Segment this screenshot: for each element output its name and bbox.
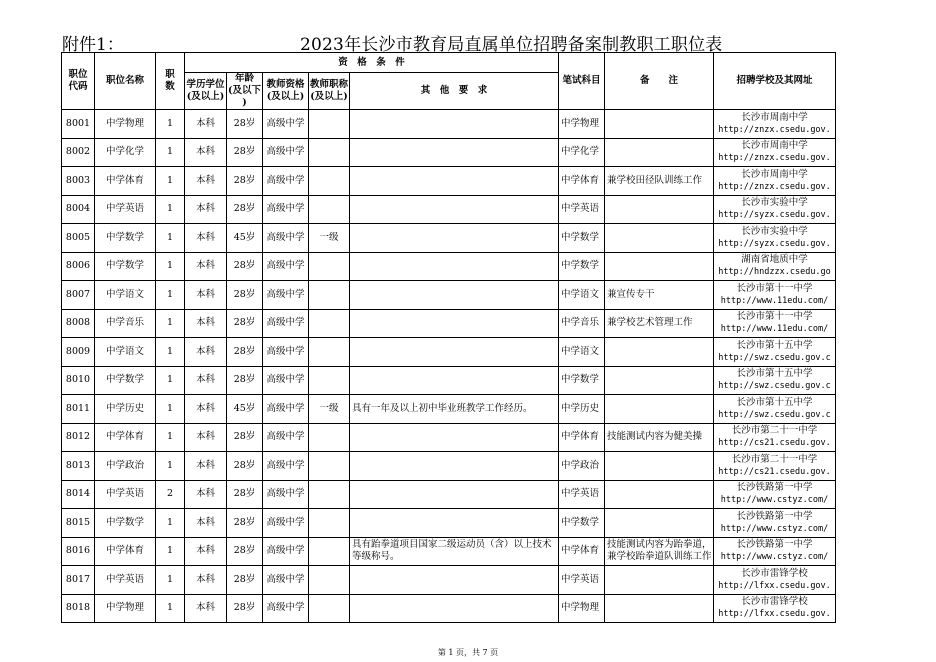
cell-count: 1 — [156, 423, 185, 452]
cell-exam-subject: 中学数学 — [559, 509, 605, 538]
cell-count: 1 — [156, 594, 185, 623]
cell-education: 本科 — [185, 138, 227, 167]
school-url-link[interactable]: http://www.cstyz.com/ — [720, 552, 829, 563]
cell-age: 28岁 — [227, 281, 263, 310]
cell-school — [714, 110, 836, 139]
cell-count: 1 — [156, 309, 185, 338]
school-url-link[interactable]: http://cs21.csedu.gov. — [718, 438, 831, 449]
table-row — [62, 138, 836, 167]
cell-exam-subject: 中学政治 — [559, 452, 605, 481]
cell-count: 1 — [156, 110, 185, 139]
cell-school — [714, 366, 836, 395]
cell-count: 1 — [156, 509, 185, 538]
cell-school — [714, 566, 836, 595]
cell-name: 中学英语 — [95, 195, 156, 224]
cell-notes — [605, 138, 714, 167]
col-header-age: 年龄 (及以下 ) — [228, 73, 261, 108]
cell-notes — [605, 566, 714, 595]
cell-notes: 技能测试内容为跆拳道，兼学校跆拳道队训练工作 — [605, 537, 714, 566]
cell-notes: 技能测试内容为健美操 — [605, 423, 714, 452]
school-url-link[interactable]: http://www.cstyz.com/ — [720, 523, 829, 534]
cell-other-requirements — [350, 480, 559, 509]
cell-teacher-cert: 高级中学 — [263, 452, 309, 481]
cell-education: 本科 — [185, 366, 227, 395]
cell-age: 28岁 — [227, 566, 263, 595]
cell-code: 8008 — [62, 309, 95, 338]
cell-code: 8004 — [62, 195, 95, 224]
cell-age: 28岁 — [227, 423, 263, 452]
school-url-link[interactable]: http://swz.csedu.gov.c — [718, 352, 831, 363]
school-url-link[interactable]: http://hndzzx.csedu.go — [718, 267, 831, 278]
cell-school — [714, 509, 836, 538]
cell-teacher-cert: 高级中学 — [263, 167, 309, 196]
cell-education: 本科 — [185, 537, 227, 566]
cell-teacher-title — [309, 452, 350, 481]
col-header-other: 其 他 要 求 — [350, 73, 559, 110]
cell-count: 1 — [156, 224, 185, 253]
school-name: 长沙市周南中学 — [741, 111, 808, 123]
cell-count: 1 — [156, 395, 185, 424]
school-url-link[interactable]: http://znzx.csedu.gov. — [718, 153, 831, 164]
school-url-link[interactable]: http://lfxx.csedu.gov. — [718, 609, 831, 620]
cell-teacher-cert: 高级中学 — [263, 224, 309, 253]
cell-exam-subject: 中学数学 — [559, 224, 605, 253]
cell-age: 28岁 — [227, 252, 263, 281]
cell-other-requirements — [350, 138, 559, 167]
table-row — [62, 338, 836, 367]
document-title: 2023年长沙市教育局直属单位招聘备案制教职工职位表 — [300, 35, 723, 55]
cell-education: 本科 — [185, 309, 227, 338]
school-url-link[interactable]: http://www.11edu.com/ — [720, 324, 829, 335]
table-row — [62, 423, 836, 452]
cell-name: 中学数学 — [95, 224, 156, 253]
cell-exam-subject: 中学数学 — [559, 252, 605, 281]
cell-other-requirements — [350, 252, 559, 281]
school-name: 长沙市第二十一中学 — [731, 453, 818, 465]
cell-teacher-cert: 高级中学 — [263, 566, 309, 595]
col-header-notes: 备 注 — [605, 53, 714, 110]
cell-code: 8002 — [62, 138, 95, 167]
cell-code: 8015 — [62, 509, 95, 538]
cell-name: 中学数学 — [95, 509, 156, 538]
table-row — [62, 281, 836, 310]
cell-education: 本科 — [185, 423, 227, 452]
cell-notes — [605, 452, 714, 481]
school-url-link[interactable]: http://cs21.csedu.gov. — [718, 466, 831, 477]
cell-age: 28岁 — [227, 537, 263, 566]
cell-age: 45岁 — [227, 395, 263, 424]
cell-education: 本科 — [185, 281, 227, 310]
cell-age: 28岁 — [227, 594, 263, 623]
school-name: 长沙铁路第一中学 — [736, 539, 813, 551]
table-row — [62, 452, 836, 481]
cell-age: 28岁 — [227, 167, 263, 196]
cell-other-requirements — [350, 281, 559, 310]
cell-age: 28岁 — [227, 366, 263, 395]
cell-teacher-title — [309, 594, 350, 623]
cell-exam-subject: 中学数学 — [559, 366, 605, 395]
cell-count: 1 — [156, 281, 185, 310]
cell-name: 中学体育 — [95, 167, 156, 196]
col-header-education: 学历学位 (及以上) — [185, 73, 227, 110]
cell-teacher-cert: 高级中学 — [263, 395, 309, 424]
col-header-name: 职位名称 — [95, 53, 156, 110]
cell-education: 本科 — [185, 252, 227, 281]
cell-notes — [605, 594, 714, 623]
cell-school — [714, 338, 836, 367]
cell-exam-subject: 中学音乐 — [559, 309, 605, 338]
cell-code: 8003 — [62, 167, 95, 196]
cell-teacher-cert: 高级中学 — [263, 195, 309, 224]
cell-name: 中学音乐 — [95, 309, 156, 338]
cell-exam-subject: 中学英语 — [559, 566, 605, 595]
cell-education: 本科 — [185, 594, 227, 623]
school-url-link[interactable]: http://swz.csedu.gov.c — [718, 409, 831, 420]
school-name: 长沙市实验中学 — [741, 197, 808, 209]
school-name: 长沙市雷锋学校 — [741, 567, 808, 579]
cell-age: 45岁 — [227, 224, 263, 253]
cell-count: 2 — [156, 480, 185, 509]
cell-name: 中学语文 — [95, 338, 156, 367]
cell-teacher-title — [309, 309, 350, 338]
table-row — [62, 252, 836, 281]
table-row — [62, 537, 836, 566]
cell-exam-subject: 中学历史 — [559, 395, 605, 424]
cell-code: 8011 — [62, 395, 95, 424]
cell-education: 本科 — [185, 195, 227, 224]
cell-other-requirements — [350, 594, 559, 623]
cell-age: 28岁 — [227, 509, 263, 538]
cell-exam-subject: 中学体育 — [559, 537, 605, 566]
cell-notes — [605, 480, 714, 509]
table-row — [62, 309, 836, 338]
cell-count: 1 — [156, 452, 185, 481]
cell-school — [714, 395, 836, 424]
cell-name: 中学物理 — [95, 110, 156, 139]
cell-notes: 兼宣传专干 — [605, 281, 714, 310]
cell-name: 中学体育 — [95, 537, 156, 566]
cell-code: 8012 — [62, 423, 95, 452]
cell-teacher-cert: 高级中学 — [263, 338, 309, 367]
cell-education: 本科 — [185, 452, 227, 481]
cell-teacher-title — [309, 110, 350, 139]
cell-count: 1 — [156, 338, 185, 367]
cell-teacher-title — [309, 338, 350, 367]
cell-age: 28岁 — [227, 110, 263, 139]
cell-teacher-cert: 高级中学 — [263, 423, 309, 452]
cell-education: 本科 — [185, 566, 227, 595]
cell-teacher-title — [309, 195, 350, 224]
school-url-link[interactable]: http://swz.csedu.gov.c — [718, 381, 831, 392]
cell-other-requirements — [350, 566, 559, 595]
school-name: 长沙铁路第一中学 — [736, 482, 813, 494]
cell-school — [714, 537, 836, 566]
cell-education: 本科 — [185, 224, 227, 253]
cell-other-requirements: 具有一年及以上初中毕业班教学工作经历。 — [350, 395, 559, 424]
cell-age: 28岁 — [227, 338, 263, 367]
school-name: 长沙市第十一中学 — [736, 282, 813, 294]
cell-teacher-title: 一级 — [309, 224, 350, 253]
cell-notes — [605, 338, 714, 367]
school-name: 长沙市第十一中学 — [736, 311, 813, 323]
school-name: 长沙市第十五中学 — [736, 396, 813, 408]
cell-school — [714, 594, 836, 623]
cell-count: 1 — [156, 167, 185, 196]
cell-teacher-cert: 高级中学 — [263, 480, 309, 509]
cell-age: 28岁 — [227, 309, 263, 338]
cell-code: 8001 — [62, 110, 95, 139]
cell-school — [714, 195, 836, 224]
cell-teacher-title — [309, 537, 350, 566]
school-name: 湖南省地质中学 — [741, 254, 808, 266]
school-name: 长沙市第二十一中学 — [731, 425, 818, 437]
col-header-exam: 笔试科目 — [559, 53, 605, 110]
cell-age: 28岁 — [227, 452, 263, 481]
school-url-link[interactable]: http://lfxx.csedu.gov. — [718, 580, 831, 591]
cell-notes: 兼学校艺术管理工作 — [605, 309, 714, 338]
cell-code: 8010 — [62, 366, 95, 395]
table-row — [62, 395, 836, 424]
cell-name: 中学英语 — [95, 566, 156, 595]
table-row — [62, 480, 836, 509]
cell-exam-subject: 中学语文 — [559, 338, 605, 367]
cell-other-requirements — [350, 338, 559, 367]
school-name: 长沙市第十五中学 — [736, 339, 813, 351]
cell-code: 8016 — [62, 537, 95, 566]
cell-code: 8007 — [62, 281, 95, 310]
col-header-count: 职 数 — [156, 53, 185, 110]
cell-code: 8013 — [62, 452, 95, 481]
cell-education: 本科 — [185, 395, 227, 424]
cell-teacher-cert: 高级中学 — [263, 110, 309, 139]
cell-teacher-cert: 高级中学 — [263, 309, 309, 338]
school-name: 长沙市周南中学 — [741, 168, 808, 180]
header-row-1 — [62, 53, 836, 73]
cell-other-requirements — [350, 110, 559, 139]
cell-count: 1 — [156, 366, 185, 395]
cell-age: 28岁 — [227, 195, 263, 224]
school-url-link[interactable]: http://www.11edu.com/ — [720, 295, 829, 306]
cell-education: 本科 — [185, 480, 227, 509]
cell-school — [714, 252, 836, 281]
table-row — [62, 224, 836, 253]
cell-notes — [605, 366, 714, 395]
cell-teacher-title — [309, 167, 350, 196]
cell-teacher-title — [309, 281, 350, 310]
cell-count: 1 — [156, 537, 185, 566]
cell-education: 本科 — [185, 110, 227, 139]
cell-school — [714, 309, 836, 338]
cell-teacher-cert: 高级中学 — [263, 252, 309, 281]
cell-count: 1 — [156, 252, 185, 281]
cell-notes — [605, 195, 714, 224]
school-url-link[interactable]: http://syzx.csedu.gov. — [718, 210, 831, 221]
table-row — [62, 594, 836, 623]
cell-exam-subject: 中学英语 — [559, 195, 605, 224]
cell-notes — [605, 509, 714, 538]
col-header-school: 招聘学校及其网址 — [714, 53, 836, 110]
col-header-code: 职位 代码 — [62, 53, 95, 110]
cell-other-requirements — [350, 309, 559, 338]
cell-teacher-cert: 高级中学 — [263, 281, 309, 310]
cell-code: 8014 — [62, 480, 95, 509]
school-name: 长沙市周南中学 — [741, 140, 808, 152]
cell-age: 28岁 — [227, 480, 263, 509]
cell-teacher-title — [309, 480, 350, 509]
cell-notes: 兼学校田径队训练工作 — [605, 167, 714, 196]
school-name: 长沙市实验中学 — [741, 225, 808, 237]
cell-teacher-cert: 高级中学 — [263, 509, 309, 538]
cell-teacher-cert: 高级中学 — [263, 366, 309, 395]
cell-other-requirements — [350, 224, 559, 253]
school-url-link[interactable]: http://syzx.csedu.gov. — [718, 238, 831, 249]
positions-table — [61, 52, 836, 623]
cell-other-requirements — [350, 195, 559, 224]
school-url-link[interactable]: http://znzx.csedu.gov. — [718, 181, 831, 192]
cell-count: 1 — [156, 138, 185, 167]
cell-exam-subject: 中学语文 — [559, 281, 605, 310]
cell-name: 中学数学 — [95, 366, 156, 395]
cell-exam-subject: 中学物理 — [559, 110, 605, 139]
cell-teacher-cert: 高级中学 — [263, 138, 309, 167]
cell-teacher-title — [309, 566, 350, 595]
cell-notes — [605, 224, 714, 253]
cell-name: 中学政治 — [95, 452, 156, 481]
cell-name: 中学历史 — [95, 395, 156, 424]
col-header-teacher-cert: 教师资格 (及以上) — [263, 73, 309, 110]
cell-teacher-title: 一级 — [309, 395, 350, 424]
school-name: 长沙铁路第一中学 — [736, 510, 813, 522]
cell-code: 8017 — [62, 566, 95, 595]
table-row — [62, 110, 836, 139]
cell-code: 8006 — [62, 252, 95, 281]
cell-teacher-title — [309, 366, 350, 395]
school-name: 长沙市雷锋学校 — [741, 596, 808, 608]
cell-teacher-cert: 高级中学 — [263, 537, 309, 566]
cell-other-requirements — [350, 167, 559, 196]
cell-exam-subject: 中学化学 — [559, 138, 605, 167]
cell-name: 中学数学 — [95, 252, 156, 281]
table-row — [62, 566, 836, 595]
cell-education: 本科 — [185, 167, 227, 196]
cell-school — [714, 281, 836, 310]
cell-school — [714, 167, 836, 196]
cell-age: 28岁 — [227, 138, 263, 167]
cell-notes — [605, 110, 714, 139]
table-row — [62, 195, 836, 224]
cell-notes — [605, 252, 714, 281]
school-url-link[interactable]: http://znzx.csedu.gov. — [718, 124, 831, 135]
cell-exam-subject: 中学物理 — [559, 594, 605, 623]
cell-education: 本科 — [185, 509, 227, 538]
cell-school — [714, 423, 836, 452]
table-row — [62, 167, 836, 196]
page-footer: 第 1 页，共 7 页 — [437, 648, 499, 657]
table-row — [62, 366, 836, 395]
cell-code: 8018 — [62, 594, 95, 623]
cell-notes — [605, 395, 714, 424]
cell-school — [714, 138, 836, 167]
school-url-link[interactable]: http://www.cstyz.com/ — [720, 495, 829, 506]
cell-other-requirements — [350, 452, 559, 481]
cell-exam-subject: 中学英语 — [559, 480, 605, 509]
col-header-teacher-title: 教师职称 (及以上) — [309, 73, 350, 110]
cell-name: 中学化学 — [95, 138, 156, 167]
cell-name: 中学物理 — [95, 594, 156, 623]
cell-count: 1 — [156, 566, 185, 595]
table-row — [62, 509, 836, 538]
cell-school — [714, 452, 836, 481]
cell-school — [714, 224, 836, 253]
cell-code: 8009 — [62, 338, 95, 367]
cell-teacher-title — [309, 252, 350, 281]
cell-teacher-title — [309, 138, 350, 167]
cell-teacher-cert: 高级中学 — [263, 594, 309, 623]
cell-teacher-title — [309, 509, 350, 538]
cell-education: 本科 — [185, 338, 227, 367]
cell-other-requirements: 具有跆拳道项目国家二级运动员（含）以上技术等级称号。 — [350, 537, 559, 566]
cell-exam-subject: 中学体育 — [559, 167, 605, 196]
school-name: 长沙市第十五中学 — [736, 368, 813, 380]
cell-school — [714, 480, 836, 509]
cell-exam-subject: 中学体育 — [559, 423, 605, 452]
cell-other-requirements — [350, 509, 559, 538]
cell-other-requirements — [350, 366, 559, 395]
cell-code: 8005 — [62, 224, 95, 253]
cell-name: 中学英语 — [95, 480, 156, 509]
cell-count: 1 — [156, 195, 185, 224]
cell-name: 中学体育 — [95, 423, 156, 452]
cell-name: 中学语文 — [95, 281, 156, 310]
col-header-qualifications: 资 格 条 件 — [185, 53, 559, 73]
attachment-label: 附件1： — [62, 35, 124, 55]
cell-teacher-title — [309, 423, 350, 452]
cell-other-requirements — [350, 423, 559, 452]
